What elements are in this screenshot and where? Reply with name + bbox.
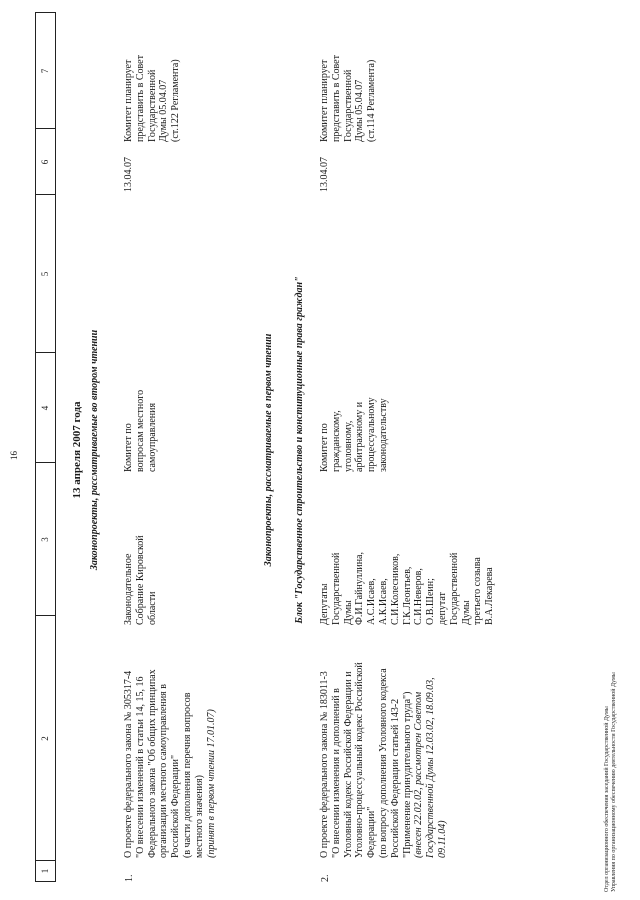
row-2-title-line: (по вопросу дополнения Уголовного кодекса — [377, 668, 389, 858]
row-2-title-line: Федерации" — [366, 806, 378, 858]
row-1-title-line: (в части дополнения перечня вопросов — [181, 692, 193, 858]
row-2-title-line: О проекте федерального закона № 183011-3 — [319, 671, 330, 858]
section-second-reading: Законопроекты, рассматриваемые во втором чтении — [89, 329, 100, 571]
row-1-note: (принят в первом чтении 17.01.07) — [205, 709, 217, 858]
row-2-initiator-line: Г.К.Леонтьев, — [401, 566, 413, 625]
row-2-initiator-line: О.В.Шеин; — [425, 578, 437, 625]
row-1-plan-line: Думы 05.04.07 — [158, 79, 170, 142]
column-header-6: 6 — [36, 128, 55, 195]
row-1-committee-line: самоуправления — [146, 402, 158, 472]
row-1-title-line: Российской Федерации" — [170, 754, 182, 858]
row-2-initiator-line: С.И.Колесников, — [389, 553, 401, 625]
row-2-note-line: 09.11.04) — [436, 820, 448, 858]
row-1-number: 1. — [124, 874, 135, 882]
row-2-committee-line: арбитражному и — [354, 401, 366, 472]
page-number: 16 — [9, 451, 19, 460]
row-2-initiator-line: Государственной — [330, 552, 342, 625]
row-2-plan — [319, 17, 378, 142]
row-2-plan-line: Государственной — [342, 69, 354, 142]
row-1-initiator-line: Законодательное — [123, 553, 134, 625]
row-1-committee-line: Комитет по — [123, 423, 134, 472]
row-2-bill-title — [319, 593, 449, 858]
row-2-initiator-line: В.А.Лекарева — [484, 567, 496, 625]
row-2-date: 13.04.07 — [319, 157, 330, 192]
row-2-initiator-line: А.К.Исаев, — [377, 578, 389, 625]
row-1-title-line: местного значения) — [193, 775, 205, 858]
row-2-plan-line: Комитет планирует — [319, 59, 330, 142]
column-header-3: 3 — [36, 462, 55, 616]
row-1-initiator-line: области — [146, 591, 158, 625]
row-2-committee-line: уголовному, — [342, 420, 354, 472]
row-2-title-line: "Применение принудительного труда") — [401, 691, 413, 858]
row-2-initiator-line: Ф.И.Гайнуллина, — [354, 552, 366, 625]
column-header-4: 4 — [36, 352, 55, 463]
row-2-plan-line: представить в Совет — [330, 55, 342, 142]
row-2-initiator-line: А.С.Исаев, — [366, 578, 378, 625]
row-1-title-line: "О внесении изменений в статьи 14, 15, 16 — [134, 676, 146, 858]
row-1-plan-line: Комитет планирует — [123, 59, 134, 142]
row-2-initiator-line: третьего созыва — [472, 557, 484, 625]
column-header-1: 1 — [36, 860, 55, 881]
row-2-initiator-line: С.И.Неверов, — [413, 568, 425, 625]
row-2-note-line: (внесен 22.02.02, рассмотрен Советом — [413, 691, 425, 858]
row-1-title-line: организации местного самоуправления в — [158, 684, 170, 858]
row-1-initiator-line: Собрание Кировской — [134, 535, 146, 625]
row-1-plan-line: (ст.122 Регламента) — [170, 59, 182, 142]
block-title: Блок "Государственное строительство и конституционные права граждан" — [294, 276, 305, 624]
row-1-committee — [123, 362, 158, 472]
row-2-initiator-line: Государственной — [448, 552, 460, 625]
footer-line: Управления по организационному обеспечению деятельности Государственной Думы — [611, 672, 617, 892]
row-1-committee-line: вопросам местного — [134, 389, 146, 472]
row-1-plan-line: Государственной — [146, 69, 158, 142]
row-2-initiator-line: депутат — [436, 592, 448, 625]
row-1-title-line: О проекте федерального закона № 305317-4 — [123, 670, 134, 858]
row-1-initiator — [123, 485, 158, 625]
row-2-plan-line: (ст.114 Регламента) — [366, 59, 378, 142]
column-header-2: 2 — [36, 615, 55, 861]
column-header-table — [35, 12, 56, 882]
row-1-date: 13.04.07 — [123, 157, 134, 192]
column-header-5: 5 — [36, 194, 55, 353]
date-heading: 13 апреля 2007 года — [71, 401, 83, 499]
row-1-title-line: Федерального закона "Об общих принципах — [146, 669, 158, 858]
footer-department — [604, 672, 618, 892]
row-2-note-line: Государственной Думы 12.03.02, 18.09.03, — [425, 677, 437, 858]
row-2-initiator-line: Думы — [460, 600, 472, 625]
row-2-title-line: "О внесении изменения и дополнений в — [330, 688, 342, 858]
row-1-bill-title — [123, 598, 217, 858]
row-2-number: 2. — [320, 874, 331, 882]
row-2-committee-line: Комитет по — [319, 423, 330, 472]
section-first-reading: Законопроекты, рассматриваемые в первом чтении — [263, 333, 274, 567]
row-2-title-line: Уголовный кодекс Российской Федерации и — [342, 671, 354, 858]
row-2-title-line: Российской Федерации статьей 143-2 — [389, 698, 401, 858]
row-1-plan — [123, 17, 182, 142]
row-2-committee-line: процессуальному — [366, 397, 378, 472]
row-2-plan-line: Думы 05.04.07 — [354, 79, 366, 142]
row-2-initiator — [319, 485, 496, 625]
footer-line: Отдел организационного обеспечения заседаний Государственной Думы — [604, 706, 610, 892]
row-2-title-line: Уголовно-процессуальный кодекс Российской — [354, 662, 366, 858]
row-1-plan-line: представить в Совет — [134, 55, 146, 142]
row-2-initiator-line: Думы — [342, 600, 354, 625]
row-2-committee-line: законодательству — [377, 398, 389, 472]
row-2-committee — [319, 362, 390, 472]
column-header-7: 7 — [40, 68, 50, 74]
row-2-initiator-line: Депутаты — [319, 583, 330, 625]
row-2-committee-line: гражданскому, — [330, 410, 342, 472]
